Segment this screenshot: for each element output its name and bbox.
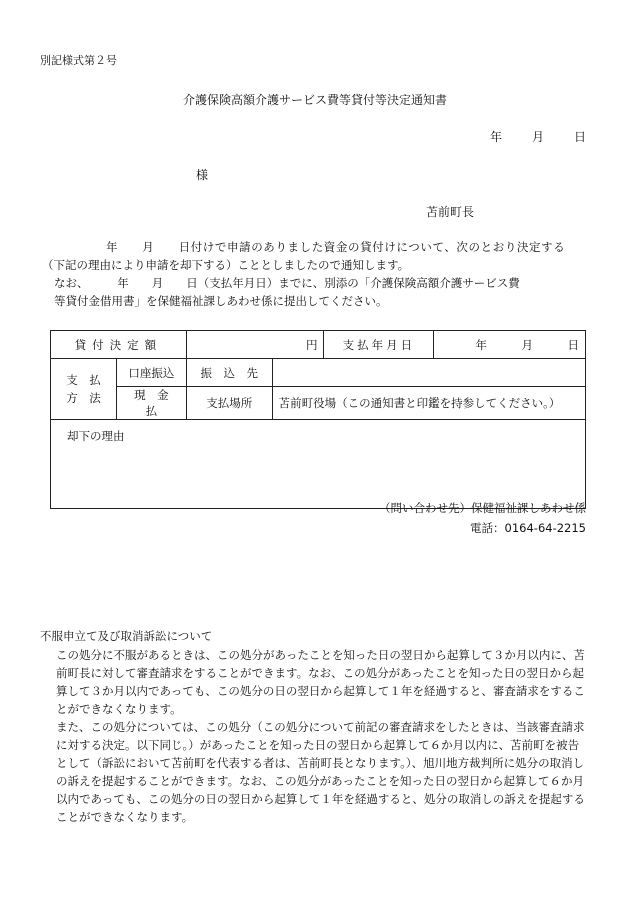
yen-unit: 円 <box>305 337 318 352</box>
submission-line-2: 等貸付金借用書」を保健福祉課しあわせ係に提出してください。 <box>54 294 388 308</box>
loan-amount-label: 貸付決定額 <box>51 331 187 359</box>
appeal-heading: 不服申立て及び取消訴訟について <box>40 629 213 643</box>
payment-date-field[interactable]: 年 月 日 <box>434 331 586 359</box>
contact-info: （問い合わせ先）保健福祉課しあわせ係 <box>379 501 586 515</box>
table-row <box>51 359 586 387</box>
table-row <box>51 387 586 420</box>
pay-place-value: 苫前町役場（この通知書と印鑑を持参してください。） <box>272 387 585 420</box>
transfer-dest-label: 振 込 先 <box>186 359 272 387</box>
issuer-name: 苫前町長 <box>425 205 474 219</box>
decision-line-1: 年 月 日付けで申請のありました資金の貸付けについて、次のとおり決定する <box>106 240 566 254</box>
date-year: 年 <box>489 130 502 144</box>
table-row <box>51 331 586 359</box>
document-title: 介護保険高額介護サービス費等貸付等決定通知書 <box>182 93 447 107</box>
payment-date-label: 支払年月日 <box>324 331 434 359</box>
transfer-option[interactable]: 口座振込 <box>116 359 186 387</box>
submission-paragraph <box>34 274 590 310</box>
decision-paragraph <box>34 238 590 274</box>
table-row <box>51 420 586 509</box>
loan-decision-table <box>50 330 586 509</box>
appeal-paragraph-1: この処分に不服があるときは、この処分があったことを知った日の翌日から起算して３か月以内に、苫前町長に対して審査請求をすることができます。なお、この処分があったことを知った日の翌日から起算して３か月以内であっても、この処分の日の翌日から起算して１年を経過すると、審査請求をすることができなくなります。 <box>56 648 585 716</box>
pay-place-label: 支払場所 <box>186 387 272 420</box>
date-day: 日 <box>573 130 586 144</box>
addressee-honorific: 様 <box>196 168 209 182</box>
form-number: 別記様式第２号 <box>40 54 117 67</box>
appeal-notice <box>40 646 590 826</box>
payment-method-label-1: 支 払 <box>66 373 101 387</box>
submission-line-1: なお、 年 月 日（支払年月日）までに、別添の「介護保険高額介護サービス費 <box>54 276 520 290</box>
rejection-reason-field[interactable] <box>51 420 586 509</box>
payment-method-label <box>51 359 117 420</box>
phone-number: 電話：0164-64-2215 <box>470 521 586 535</box>
issue-date <box>490 128 586 145</box>
rejection-reason-label: 却下の理由 <box>67 429 125 443</box>
decision-line-2: （下記の理由により申請を却下する）こととしましたので通知します。 <box>42 258 410 272</box>
appeal-paragraph-2: また、この処分については、この処分（この処分について前記の審査請求をしたときは、当該審査請求に対する決定。以下同じ。）があったことを知った日の翌日から起算して６か月以内に、苫前町を被告として（訴訟において苫前町を代表する者は、苫前町長となります。）、旭川地方裁判所に処分の取消しの訴えを提起することができます。なお、この処分があったことを知った日の翌日から起算して６か月以内であっても、この処分の日の翌日から起算して１年を経過すると、処分の取消しの訴えを提起することができなくなります。 <box>56 720 585 824</box>
transfer-dest-field[interactable] <box>272 359 585 387</box>
payment-method-label-2: 方 法 <box>66 391 101 405</box>
cash-option[interactable]: 現 金 払 <box>116 387 186 420</box>
loan-amount-field[interactable] <box>186 331 324 359</box>
date-month: 月 <box>531 130 544 144</box>
